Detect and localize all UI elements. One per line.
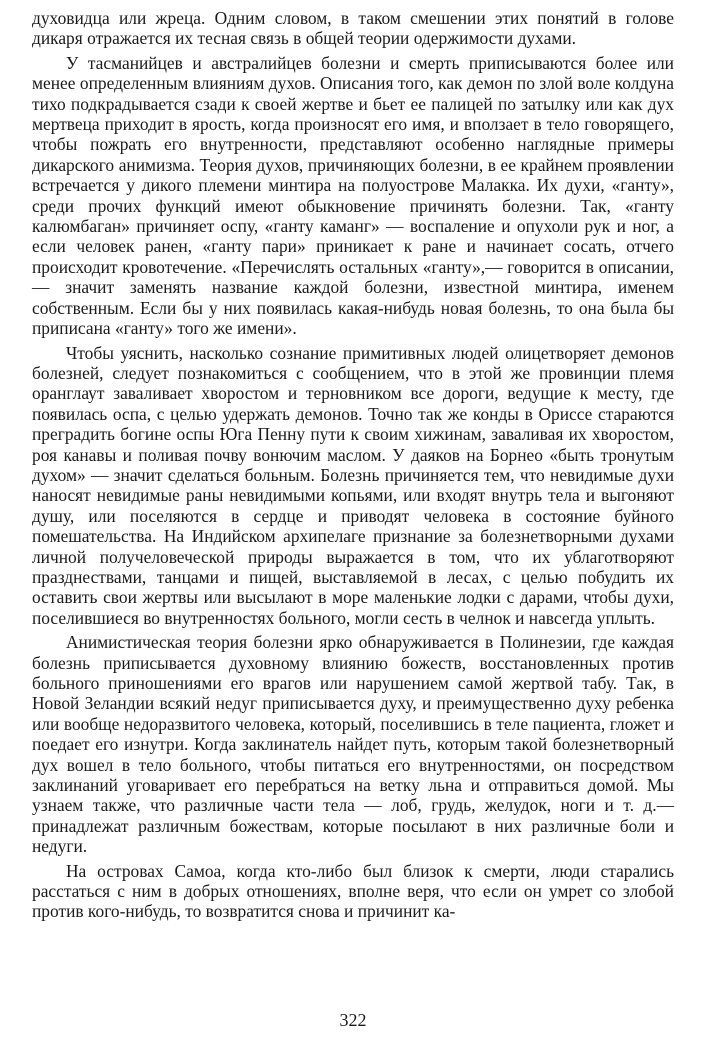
paragraph-tasmanians: У тасманийцев и австралийцев болезни и смерть приписываются более или менее определенным влияниям духов. Описания того, как демон по злой воле колдуна тихо подкрадывается сзади к своей жертве и бьет ее палицей по затылку или как дух мертвеца приходит в ярость, когда произносят его имя, и вползает в тело говорящего, чтобы пожрать его внутренности, представляют особенно наглядные примеры дикарского анимизма. Теория духов, причиняющих болезни, в ее крайнем проявлении встречается у дикого племени минтира на полуострове Малакка. Их духи, «ганту», среди прочих функций имеют обыкновение причинять болезни. Так, «ганту калюмбаган» причиняет оспу, «ганту каманг» — воспаление и опухоли рук и ног, а если человек ранен, «ганту пари» приникает к ране и начинает сосать, отчего происходит кровотечение. «Перечислять остальных «ганту»,— говорится в описании,— значит заменять название каждой болезни, известной минтира, именем собственным. Если бы у них появилась какая-нибудь новая болезнь, то она была бы приписана «ганту» того же имени». — [32, 52, 674, 339]
page-number: 322 — [339, 1010, 367, 1030]
body-text — [32, 8, 674, 926]
paragraph-continuation: духовидца или жреца. Одним словом, в таком смешении этих понятий в голове дикаря отражается их тесная связь в общей теории одержимости духами. — [32, 8, 674, 49]
paragraph-disease-demons: Чтобы уяснить, насколько сознание примитивных людей олицетворяет демонов болезней, следует познакомиться с сообщением, что в этой же провинции племя оранглаут заваливает хворостом и терновником все дороги, ведущие к месту, где появилась оспа, с целью удержать демонов. Точно так же конды в Ориссе стараются преградить богине оспы Юга Пенну пути к своим хижинам, заваливая их хворостом, роя канавы и поливая почву вонючим маслом. У даяков на Борнео «быть тронутым духом» — значит сделаться больным. Болезнь причиняется тем, что невидимые духи наносят невидимые раны невидимыми копьями, или входят внутрь тела и выгоняют душу, или поселяются в сердце и приводят человека в состояние буйного помешательства. На Индийском архипелаге признание за болезнетворными духами личной получеловеческой природы выражается в том, что их ублаготворяют празднествами, танцами и пищей, выставляемой в лесах, с целью побудить их оставить свои жертвы или высылают в море маленькие лодки с дарами, чтобы духи, поселившиеся во внутренностях больного, могли сесть в челнок и навсегда уплыть. — [32, 342, 674, 628]
paragraph-samoa: На островах Самоа, когда кто-либо был близок к смерти, люди старались расстаться с ним в добрых отношениях, вполне веря, что если он умрет со злобой против кого-нибудь, то возвратится снова и причинит ка- — [32, 860, 674, 922]
paragraph-polynesia: Анимистическая теория болезни ярко обнаруживается в Полинезии, где каждая болезнь приписывается духовному влиянию божеств, восстановленных против больного приношениями его врагов или нарушением самой жертвой табу. Так, в Новой Зеландии всякий недуг приписывается духу, и преимущественно духу ребенка или вообще недоразвитого человека, который, поселившись в теле пациента, гложет и поедает его изнутри. Когда заклинатель найдет путь, которым такой болезнетворный дух вошел в тело больного, чтобы питаться его внутренностями, он посредством заклинаний уговаривает его перебраться на ветку льна и отправиться домой. Мы узнаем также, что различные части тела — лоб, грудь, желудок, ноги и т. д.— принадлежат различным божествам, которые посылают в них различные боли и недуги. — [32, 632, 674, 857]
